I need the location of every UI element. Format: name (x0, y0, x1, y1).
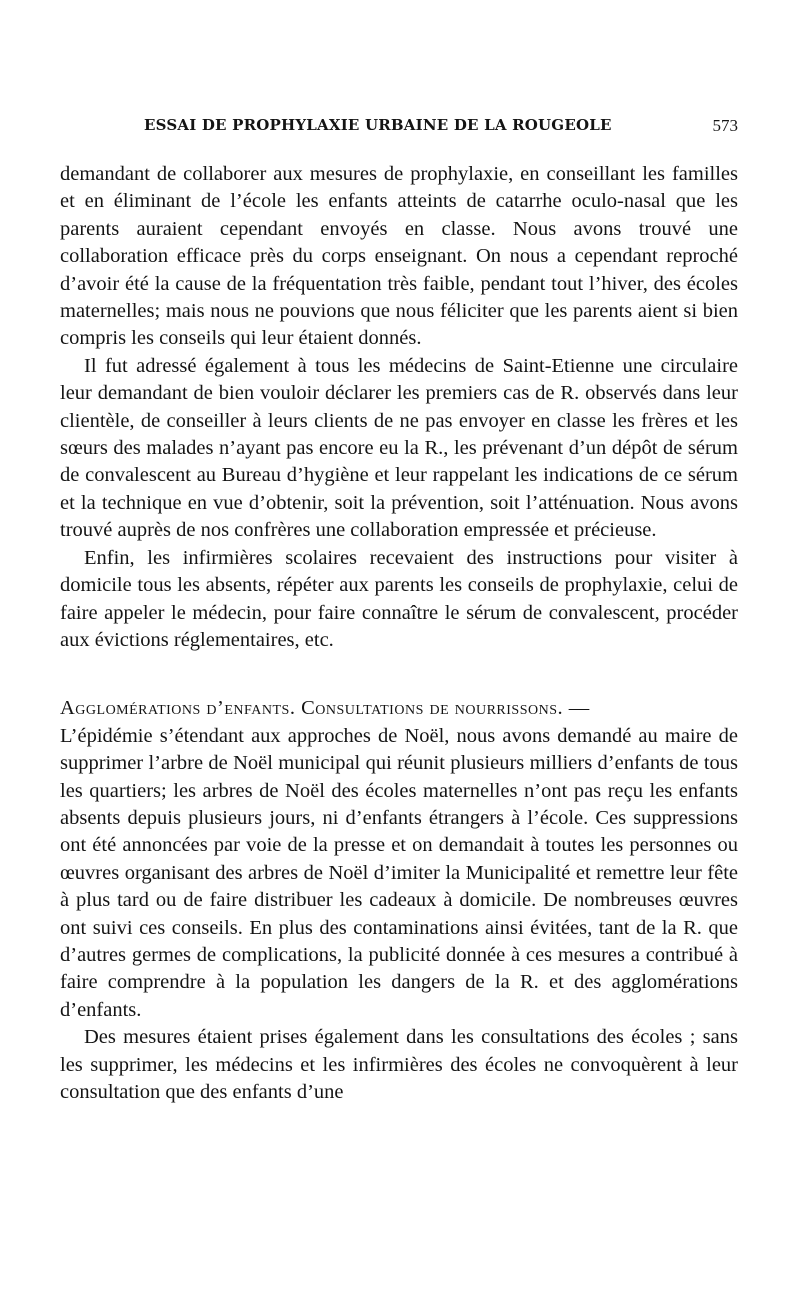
section-title (60, 695, 738, 722)
paragraph-2: Il fut adressé également à tous les médecins de Saint-Etienne une circulaire leur demandant de bien vouloir déclarer les premiers cas de R. observés dans leur clientèle, de conseiller à leurs clients de ne pas envoyer en classe les frères et les sœurs des malades n’ayant pas encore eu la R., les prévenant d’un dépôt de sérum de convalescent au Bureau d’hygiène et leur rappelant les indications de ce sérum et la technique en vue d’obtenir, soit la prévention, soit l’atténuation. Nous avons trouvé auprès de nos confrères une collaboration empressée et précieuse. (60, 354, 738, 542)
paragraph-1: demandant de collaborer aux mesures de prophylaxie, en conseillant les familles et en éliminant de l’école les enfants atteints de catarrhe oculo-nasal que les parents auraient cependant envoyés en classe. Nous avons trouvé une collaboration efficace près du corps enseignant. On nous a cependant reproché d’avoir été la cause de la fréquentation très faible, pendant tout l’hiver, des écoles maternelles; mais nous ne pouvions que nous féliciter que les parents aient si bien compris les conseils qui leur étaient donnés. (60, 163, 738, 350)
section-title-text: Agglomérations d’enfants. Consultations de nourrissons. — (60, 697, 590, 720)
page-number: 573 (712, 116, 738, 135)
running-title: ESSAI DE PROPHYLAXIE URBAINE DE LA ROUGEOLE (144, 116, 612, 134)
section-spacer (60, 654, 738, 695)
section-paragraph-1: L’épidémie s’étendant aux approches de Noël, nous avons demandé au maire de supprimer l’arbre de Noël municipal qui réunit plusieurs milliers d’enfants de tous les quartiers; les arbres de Noël des écoles maternelles n’ont pas reçu les enfants absents depuis plusieurs jours, ni d’enfants étrangers à l’école. Ces suppressions ont été annoncées par voie de la presse et on demandait à toutes les personnes ou œuvres organisant des arbres de Noël d’imiter la Municipalité et remettre leur fête à plus tard ou de faire distribuer les cadeaux à domicile. De nombreuses œuvres ont suivi ces conseils. En plus des contaminations ainsi évitées, tant de la R. que d’autres germes de complications, la publicité donnée à ces mesures a contribué à faire comprendre à la population les dangers de la R. et des agglomérations d’enfants. (60, 724, 738, 1021)
section-paragraph-2: Des mesures étaient prises également dans les consultations des écoles ; sans les supprimer, les médecins et les infirmières des écoles ne convoquèrent à leur consultation que des enfants d’une (60, 1026, 738, 1103)
body-text (60, 161, 738, 1106)
running-header (60, 116, 740, 140)
paragraph-3: Enfin, les infirmières scolaires recevaient des instructions pour visiter à domicile tous les absents, répéter aux parents les conseils de prophylaxie, celui de faire appeler le médecin, pour faire connaître le sérum de convalescent, procéder aux évictions réglementaires, etc. (60, 546, 738, 651)
